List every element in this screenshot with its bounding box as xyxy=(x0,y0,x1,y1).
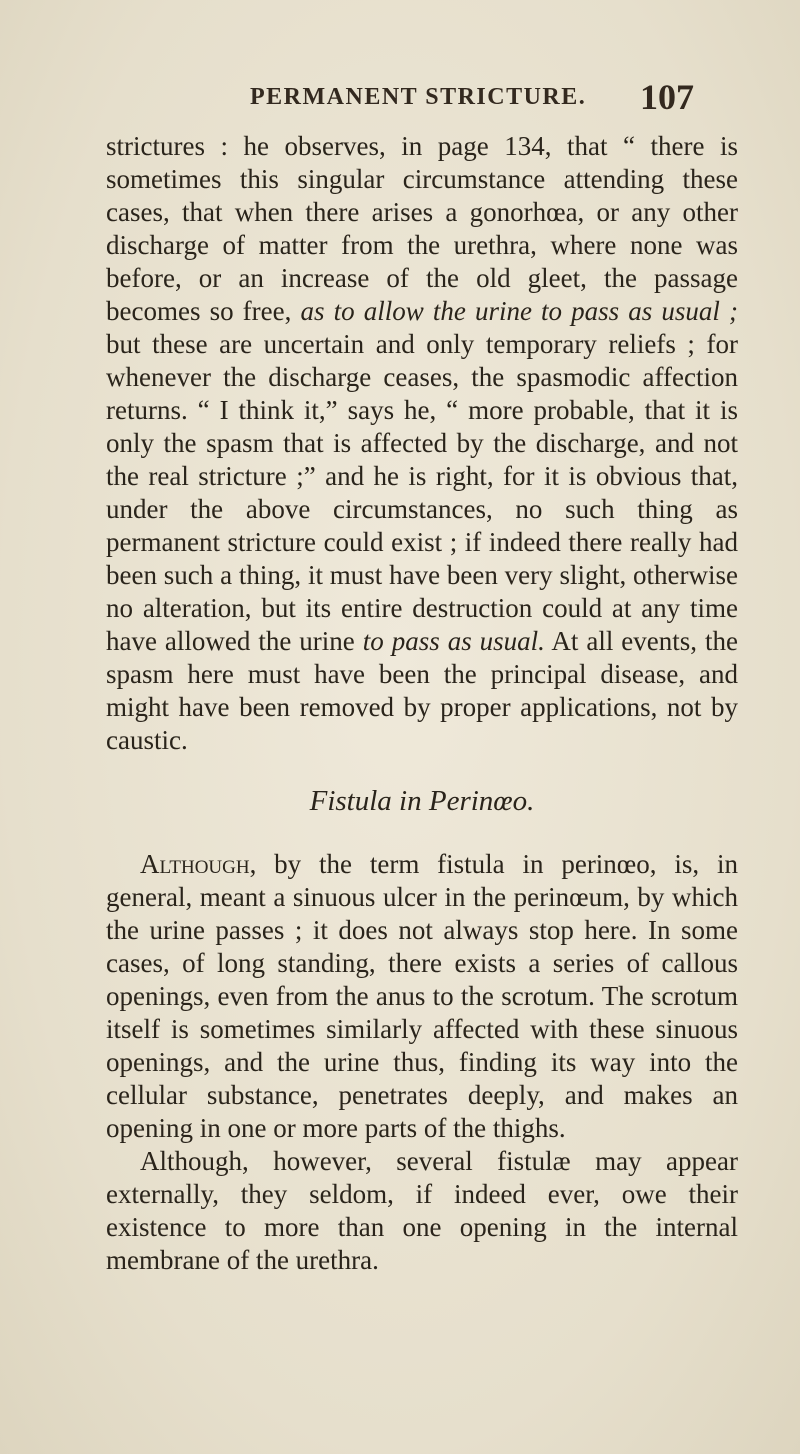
italic-phrase: as to allow the urine to pass as usual ; xyxy=(300,296,738,326)
paragraph-fistula xyxy=(106,848,738,1145)
running-head xyxy=(250,78,730,118)
body-text xyxy=(106,130,738,1277)
page-number: 107 xyxy=(640,77,694,117)
paragraph-text: by the term fistula in perinœo, is, in general, meant a sinuous ulcer in the perinœum, by which the urine passes ; it does not always stop here. In some cases, of long standing, there exists a series of callous openings, even from the anus to the scrotum. The scrotum itself is sometimes similarly affected with these sinuous openings, and the urine thus, finding its way into the cellular substance, penetrates deeply, and makes an opening in one or more parts of the thighs. xyxy=(106,849,738,1143)
paragraph-text: strictures : he observes, in page 134, that “ there is sometimes this singular circumstance attending these cases, that when there arises a gonorhœa, or any other discharge of matter from the urethra, where none was before, or an increase of the old gleet, the passage becomes so free, xyxy=(106,131,738,326)
section-heading: Fistula in Perinœo. xyxy=(309,785,535,817)
running-title: PERMANENT STRICTURE. xyxy=(250,84,587,110)
italic-phrase: to pass as usual. xyxy=(362,626,545,656)
lead-word: Although, xyxy=(140,849,257,879)
paragraph-strictures xyxy=(106,130,738,757)
paragraph-text: but these are uncertain and only temporary reliefs ; for whenever the discharge ceases, the spasmodic affection returns. “ I think it,” says he, “ more probable, that it is only the spasm that is affected by the discharge, and not the real stricture ;” and he is right, for it is obvious that, under the above circumstances, no such thing as permanent stricture could exist ; if indeed there really had been such a thing, it must have been very slight, otherwise no alteration, but its entire destruction could at any time have allowed the urine xyxy=(106,329,738,656)
paragraph-text: At all events, the spasm here must have been the principal disease, and might have been removed by proper applications, not by caustic. xyxy=(106,626,738,755)
paragraph-fistulae: Although, however, several fistulæ may appear externally, they seldom, if indeed ever, owe their existence to more than one opening in the internal membrane of the urethra. xyxy=(106,1146,738,1275)
